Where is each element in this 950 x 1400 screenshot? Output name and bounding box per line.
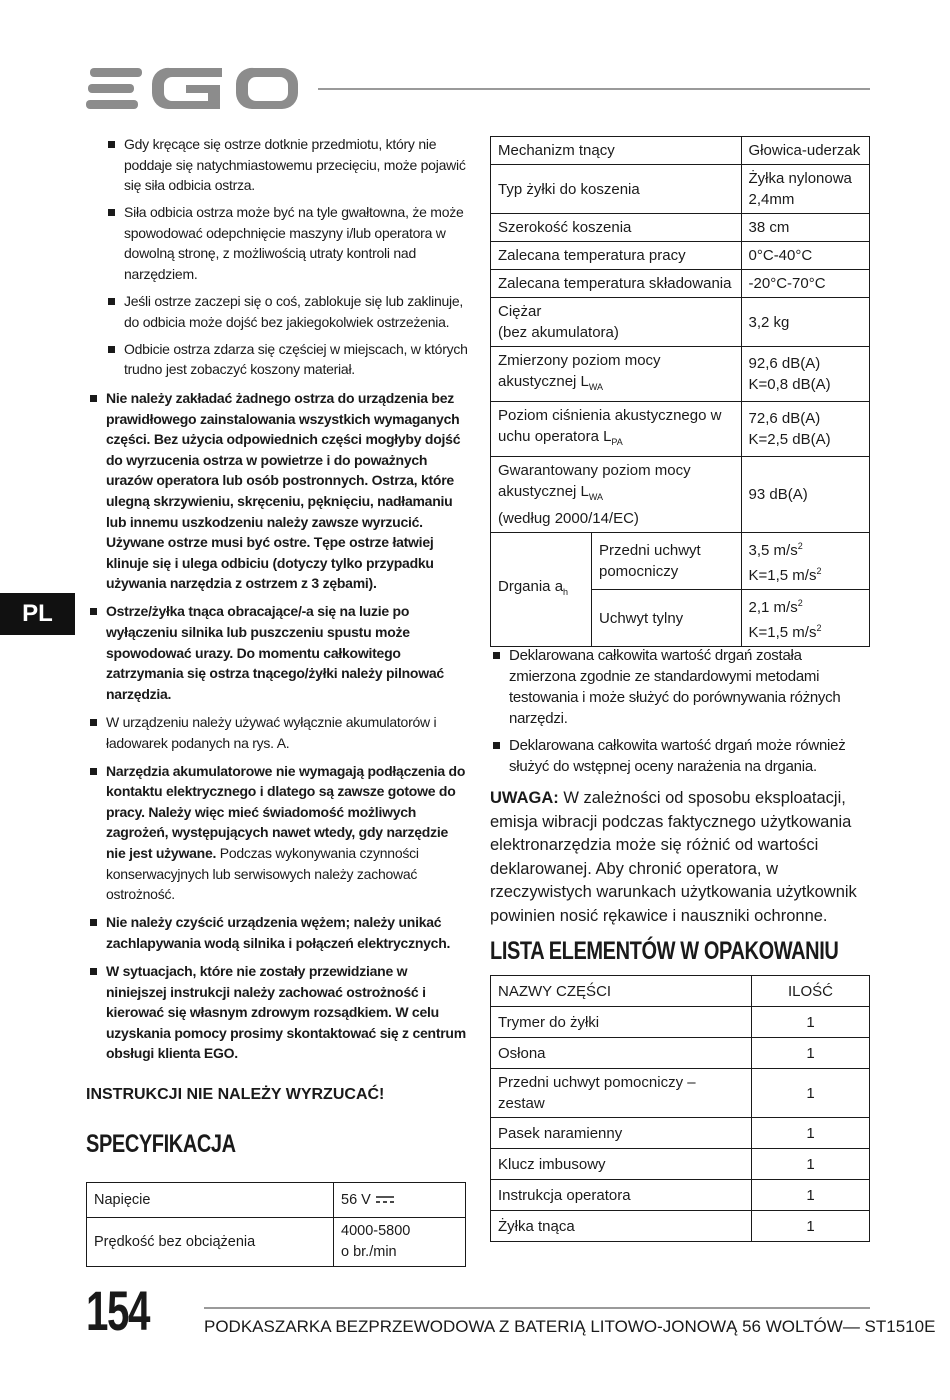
table-cell: Mechanizm tnący <box>491 137 742 165</box>
superscript: 2 <box>816 623 822 633</box>
voltage-value: 56 V <box>341 1191 371 1208</box>
table-row <box>491 1180 870 1211</box>
table-row <box>491 165 870 214</box>
subscript: h <box>563 587 569 597</box>
cell-text: K=1,5 m/s <box>748 624 817 641</box>
table-cell: Szerokość koszenia <box>491 214 742 242</box>
cell-line: 2,4mm <box>748 191 795 208</box>
table-row <box>491 347 870 402</box>
table-cell: Przedni uchwyt pomocniczy – zestaw <box>491 1069 752 1118</box>
cell-line <box>498 371 734 398</box>
table-row <box>491 1149 870 1180</box>
list-item: Deklarowana całkowita wartość drgań została zmierzona zgodnie ze standardowymi metodami testowania i może służyć do porównywania różnych narzędzi. <box>509 645 859 729</box>
cell-line: (według 2000/14/EC) <box>498 510 639 527</box>
cell-line <box>498 426 734 453</box>
package-contents-table <box>490 975 870 1242</box>
package-contents-title: LISTA ELEMENTÓW W OPAKOWANIU <box>490 937 839 965</box>
table-cell <box>741 590 869 647</box>
table-cell: 1 <box>752 1069 870 1118</box>
note-text: W zależności od sposobu eksploatacji, emisja wibracji podczas faktycznego użytkowania elektronarzędzia może się różnić od wartości deklarowanej. Aby chronić operatora, w rzeczywistych warunkach użytkowania użytkownik powinien nosić rękawice i nauszniki ochronne. <box>490 789 857 925</box>
language-tab: PL <box>0 593 75 635</box>
list-item: Siła odbicia ostrza może być na tyle gwałtowna, że może spowodować odepchnięcie maszyny i/lub operatora w dowolną stronę, z możliwością utraty kontroli nad narzędziem. <box>124 202 469 284</box>
cell-line <box>749 618 862 643</box>
table-cell: Osłona <box>491 1038 752 1069</box>
warning-note <box>490 787 865 928</box>
table-row <box>491 137 870 165</box>
table-cell <box>741 165 869 214</box>
table-cell <box>491 298 742 347</box>
cell-line: Zmierzony poziom mocy <box>498 352 661 369</box>
table-cell: 38 cm <box>741 214 869 242</box>
cell-line: K=2,5 dB(A) <box>748 431 831 448</box>
cell-text: 2,1 m/s <box>748 599 798 616</box>
list-item: Nie należy zakładać żadnego ostrza do urządzenia bez prawidłowego zainstalowania wszystkich wymaganych części. Bez użycia odpowiednich części mogłyby dojść do wyrzucenia ostrza w powietrze i do poważnych urazów operatora lub osób postronnych. Ostrza, które ulegną skrzywieniu, skręceniu, pęknięciu, nadłamaniu lub innemu uszkodzeniu należy zawsze wyrzucić. Używane ostrze musi być ostre. Tępe ostrze łatwiej klinuje się i ulega odbiciu (dotyczy tylko przypadku używania narzędzia z ostrzem z 3 zębami). <box>106 388 468 594</box>
cell-line <box>498 481 734 508</box>
table-row <box>491 1118 870 1149</box>
page-number: 154 <box>86 1279 149 1342</box>
cell-line: 4000-5800 <box>341 1223 411 1239</box>
list-item: Deklarowana całkowita wartość drgań może również służyć do wstępnej oceny narażenia na drgania. <box>509 735 859 777</box>
table-row <box>491 1038 870 1069</box>
cell-line: pomocniczy <box>599 563 679 580</box>
subscript: WA <box>588 382 604 392</box>
list-item: Ostrze/żyłka tnąca obracające/-a się na luzie po wyłączeniu silnika lub puszczeniu spustu może spowodować urazy. Do momentu całkowitego zatrzymania się ostrza tnącego/żyłki należy pilnować narzędzia. <box>106 601 468 704</box>
table-cell: Pasek naramienny <box>491 1118 752 1149</box>
dc-symbol-icon <box>375 1195 395 1205</box>
table-row <box>491 402 870 457</box>
cell-text: uchu operatora L <box>498 428 612 445</box>
table-cell: 0°C-40°C <box>741 242 869 270</box>
table-cell: Uchwyt tylny <box>592 590 742 647</box>
list-item: Odbicie ostrza zdarza się częściej w miejscach, w których trudno jest zobaczyć koszony materiał. <box>124 339 469 380</box>
spec-table-voltage <box>86 1182 466 1267</box>
table-cell <box>491 402 742 457</box>
cell-line: K=0,8 dB(A) <box>748 376 831 393</box>
cell-text: akustycznej L <box>498 373 589 390</box>
keep-instructions-notice: INSTRUKCJI NIE NALEŻY WYRZUCAĆ! <box>86 1086 385 1103</box>
cell-line: Gwarantowany poziom mocy <box>498 462 691 479</box>
kickback-sub-list <box>124 134 469 387</box>
table-cell: 1 <box>752 1211 870 1242</box>
table-row <box>491 270 870 298</box>
list-item-text: Podczas wykonywania czynności konserwacyjnych lub serwisowych należy zachować ostrożność. <box>106 844 419 903</box>
table-row <box>491 1211 870 1242</box>
cell-line: 92,6 dB(A) <box>748 355 821 372</box>
table-header-cell: NAZWY CZĘŚCI <box>491 976 752 1007</box>
table-cell: 1 <box>752 1118 870 1149</box>
cell-text: akustycznej L <box>498 483 589 500</box>
table-row <box>491 214 870 242</box>
table-cell <box>491 347 742 402</box>
list-item: Gdy kręcące się ostrze dotknie przedmiotu, który nie poddaje się natychmiastowemu przecięciu, może pojawić się siła odbicia ostrza. <box>124 134 469 196</box>
table-row <box>491 457 870 533</box>
table-cell: Napięcie <box>87 1183 334 1218</box>
cell-line: Poziom ciśnienia akustycznego w <box>498 407 722 424</box>
cell-line <box>749 593 862 618</box>
cell-line: o br./min <box>341 1244 397 1260</box>
table-cell: Głowica-uderzak <box>741 137 869 165</box>
safety-list <box>106 388 468 1071</box>
cell-line: Żyłka nylonowa <box>748 170 852 187</box>
cell-line: Ciężar <box>498 303 542 320</box>
cell-text: Drgania a <box>498 578 564 595</box>
table-cell: 1 <box>752 1038 870 1069</box>
footer-rule <box>204 1307 870 1309</box>
table-cell: 3,2 kg <box>741 298 869 347</box>
cell-line <box>749 536 862 561</box>
table-row <box>491 533 870 590</box>
superscript: 2 <box>816 566 822 576</box>
table-cell <box>491 457 742 533</box>
cell-text: 3,5 m/s <box>748 542 798 559</box>
table-cell: Klucz imbusowy <box>491 1149 752 1180</box>
spec-table <box>490 136 870 647</box>
table-cell: Zalecana temperatura pracy <box>491 242 742 270</box>
table-cell: Trymer do żyłki <box>491 1007 752 1038</box>
list-item-bold-text: Narzędzia akumulatorowe nie wymagają podłączenia do kontaktu elektrycznego i dlatego są zawsze gotowe do pracy. Należy więc mieć świadomość możliwych zagrożeń, występujących nawet wtedy, gdy narzędzie nie jest używane. <box>106 762 466 861</box>
list-item: Jeśli ostrze zaczepi się o coś, zablokuje się lub zaklinuje, do odbicia może dojść bez jakiegokolwiek ostrzeżenia. <box>124 291 469 332</box>
table-cell <box>741 402 869 457</box>
list-item: W urządzeniu należy używać wyłącznie akumulatorów i ładowarek podanych na rys. A. <box>106 712 468 753</box>
table-cell: Zalecana temperatura składowania <box>491 270 742 298</box>
vibration-notes <box>509 645 859 783</box>
subscript: PA <box>611 437 623 447</box>
table-cell: Prędkość bez obciążenia <box>87 1218 334 1267</box>
list-item <box>106 761 468 905</box>
cell-text: K=1,5 m/s <box>748 567 817 584</box>
table-cell: Typ żyłki do koszenia <box>491 165 742 214</box>
table-cell: 93 dB(A) <box>741 457 869 533</box>
list-item: W sytuacjach, które nie zostały przewidziane w niniejszej instrukcji należy zachować ostrożność i kierować się własnym zdrowym rozsądkiem. W celu uzyskania pomocy prosimy skontaktować się z centrum obsługi klienta EGO. <box>106 961 468 1064</box>
table-cell: 1 <box>752 1007 870 1038</box>
spec-title: SPECYFIKACJA <box>86 1130 236 1158</box>
note-label: UWAGA: <box>490 789 559 807</box>
table-cell <box>334 1183 466 1218</box>
table-cell <box>592 533 742 590</box>
superscript: 2 <box>797 541 803 551</box>
subscript: WA <box>588 492 604 502</box>
table-cell: 1 <box>752 1149 870 1180</box>
cell-line: 72,6 dB(A) <box>748 410 821 427</box>
table-cell: Instrukcja operatora <box>491 1180 752 1211</box>
table-header-row <box>491 976 870 1007</box>
header-rule <box>318 88 870 90</box>
superscript: 2 <box>797 598 803 608</box>
table-row <box>87 1218 466 1267</box>
list-item: Nie należy czyścić urządzenia wężem; należy unikać zachlapywania wodą silnika i połączeń elektrycznych. <box>106 912 468 953</box>
cell-line: Przedni uchwyt <box>599 542 701 559</box>
table-cell: Żyłka tnąca <box>491 1211 752 1242</box>
table-row <box>491 1007 870 1038</box>
table-cell <box>334 1218 466 1267</box>
cell-line: (bez akumulatora) <box>498 324 619 341</box>
ego-logo <box>86 62 300 114</box>
table-row <box>491 298 870 347</box>
table-cell: 1 <box>752 1180 870 1211</box>
table-row <box>491 242 870 270</box>
table-cell <box>741 533 869 590</box>
table-row <box>491 1069 870 1118</box>
cell-line <box>749 561 862 586</box>
footer-product-title: PODKASZARKA BEZPRZEWODOWA Z BATERIĄ LITOWO-JONOWĄ 56 WOLTÓW— ST1510E <box>204 1317 936 1336</box>
table-row <box>87 1183 466 1218</box>
table-cell <box>741 347 869 402</box>
table-cell <box>491 533 592 647</box>
table-header-cell: ILOŚĆ <box>752 976 870 1007</box>
table-cell: -20°C-70°C <box>741 270 869 298</box>
